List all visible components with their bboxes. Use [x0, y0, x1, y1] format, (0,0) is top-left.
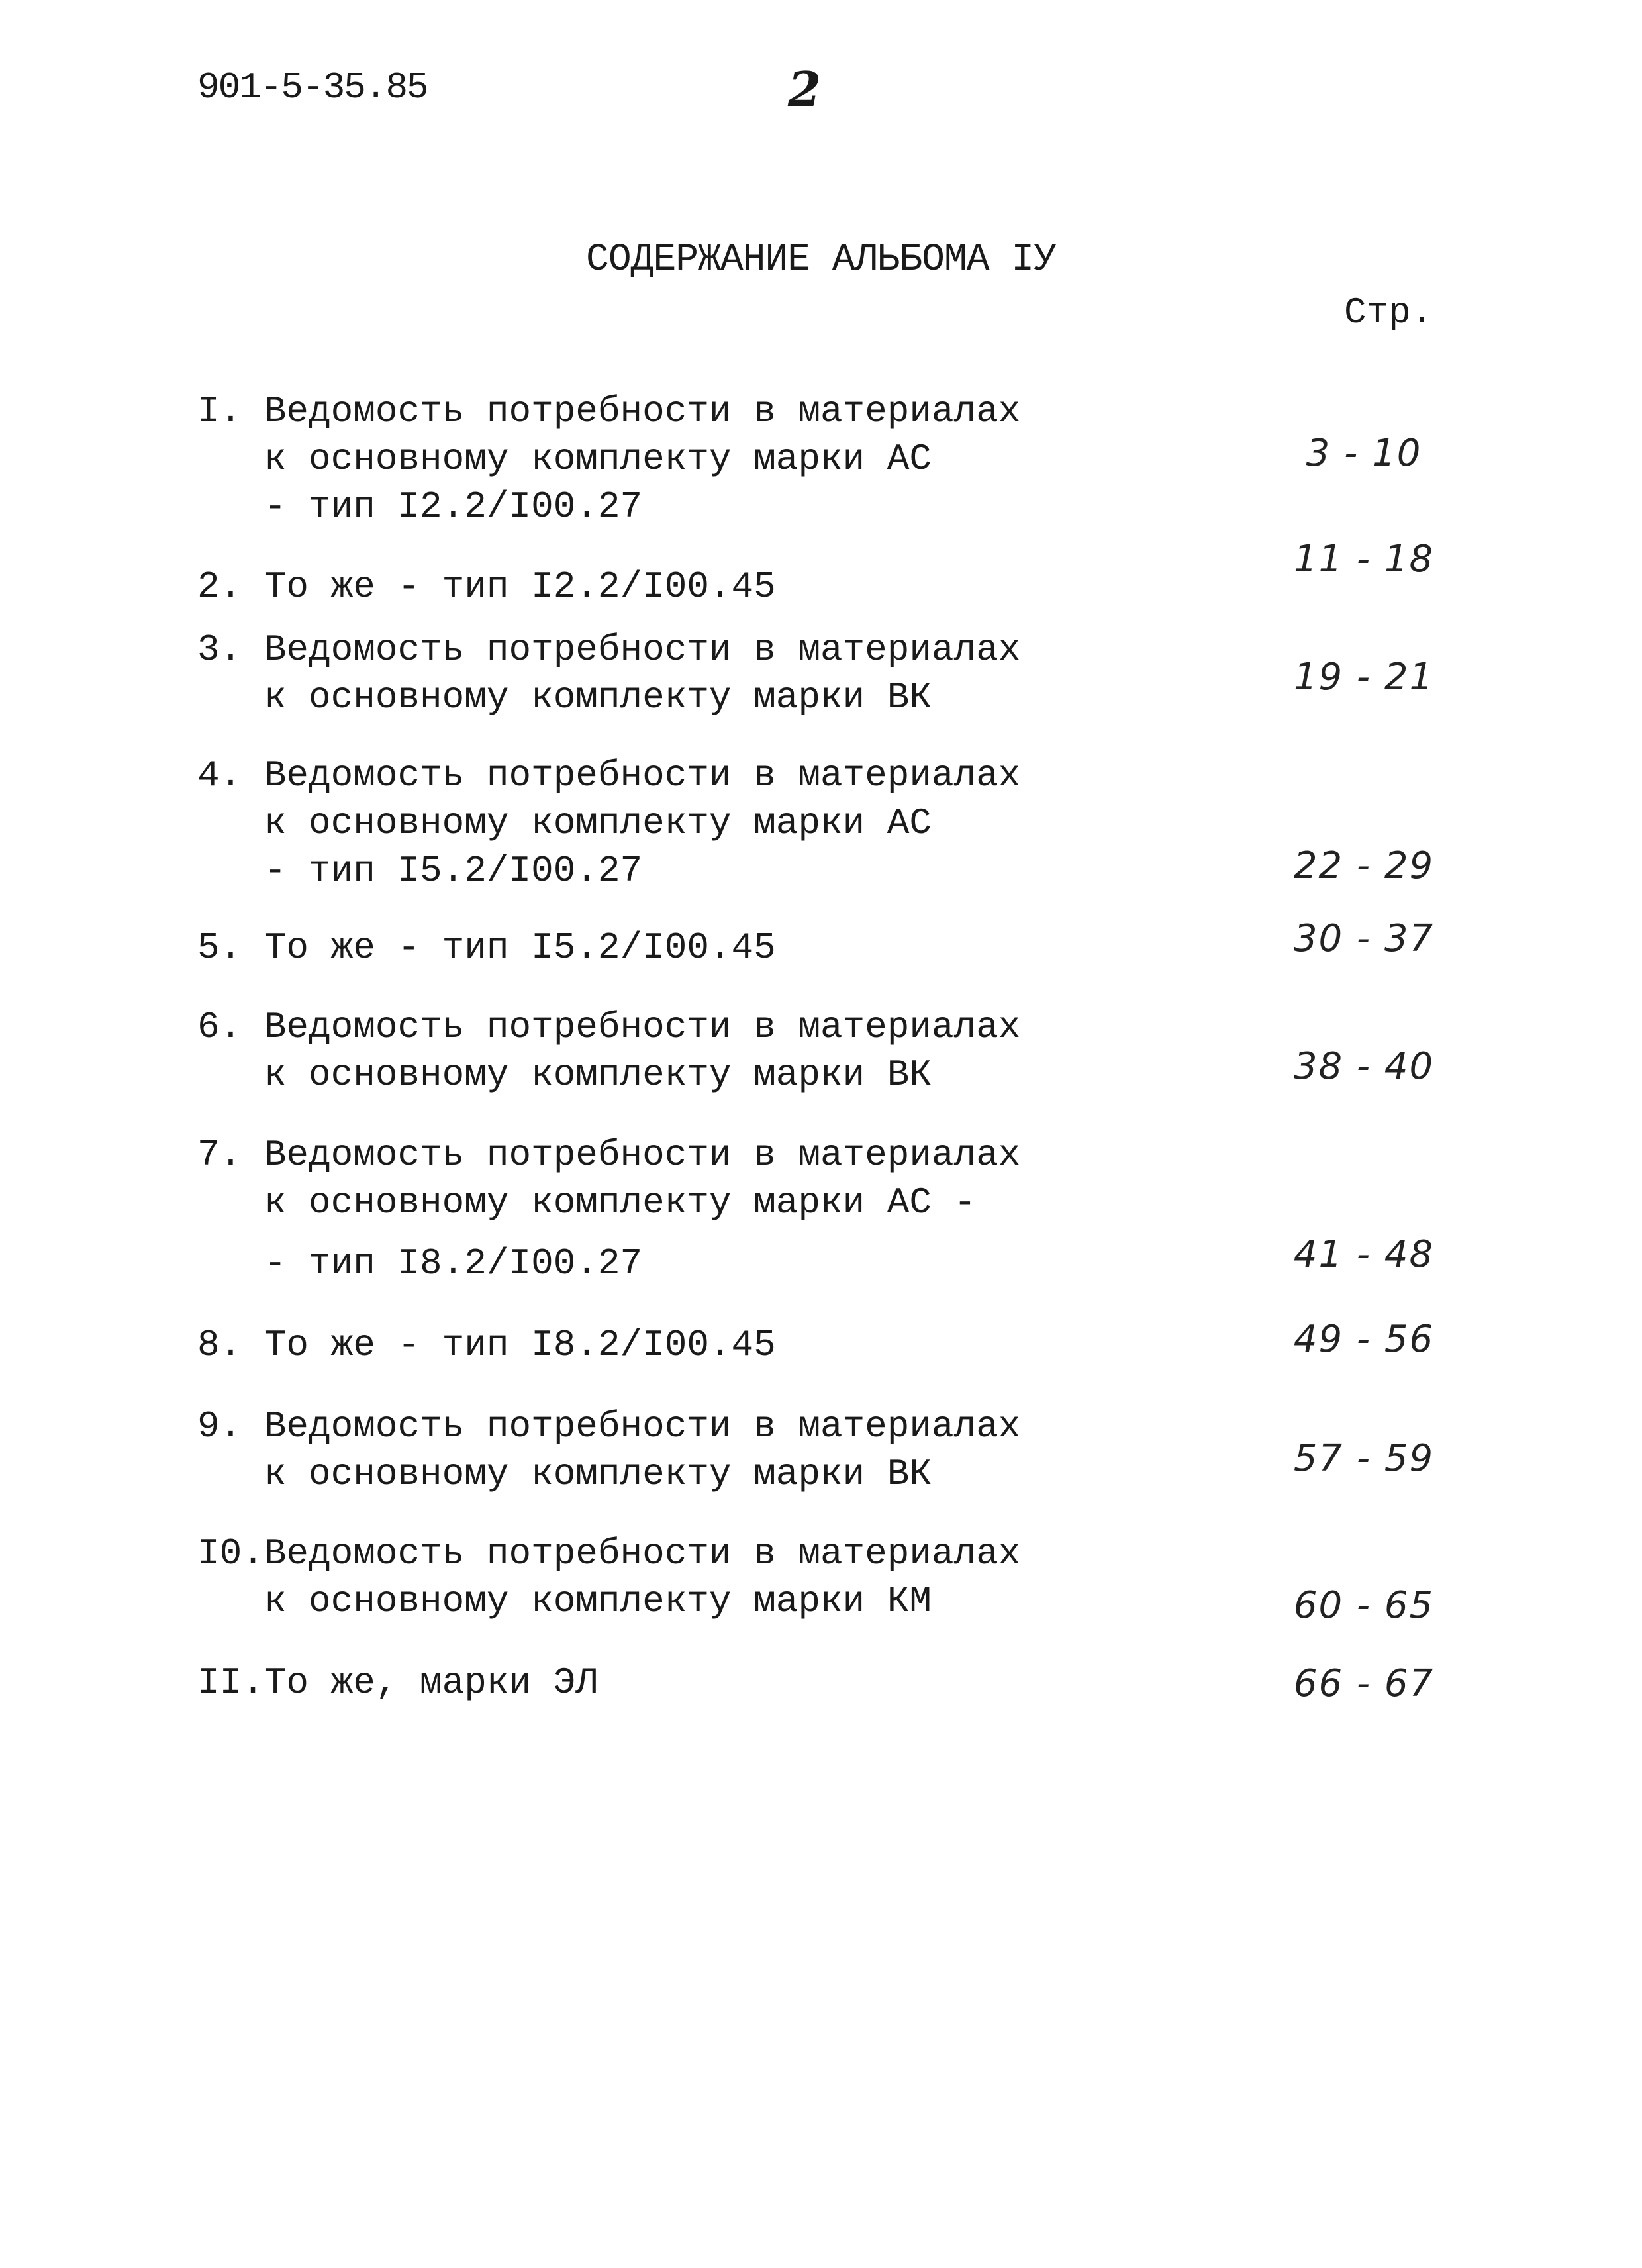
- entry-pages: 30 - 37: [1293, 917, 1435, 960]
- entry-line: к основному комплекту марки ВК: [197, 1054, 932, 1096]
- toc-entry: [197, 1530, 1021, 1625]
- toc-entry: [197, 752, 1021, 895]
- page-title: СОДЕРЖАНИЕ АЛЬБОМА IУ: [586, 238, 1056, 281]
- entry-pages: 66 - 67: [1293, 1662, 1435, 1705]
- entry-pages: 3 - 10: [1306, 432, 1422, 475]
- pages-column-label: Стр.: [1344, 291, 1433, 334]
- toc-entry: [197, 1321, 959, 1369]
- entry-pages: 19 - 21: [1293, 656, 1435, 699]
- toc-entry: [197, 387, 1021, 530]
- entry-line: к основному комплекту марки АС -: [197, 1181, 977, 1224]
- document-code: 901-5-35.85: [197, 66, 428, 109]
- entry-line: 2. То же - тип I2.2/I00.45: [197, 566, 776, 608]
- entry-pages: 60 - 65: [1293, 1584, 1435, 1627]
- entry-line: 7. Ведомость потребности в материалах: [197, 1134, 1021, 1176]
- entry-line: 6. Ведомость потребности в материалах: [197, 1006, 1021, 1048]
- entry-line: - тип I5.2/I00.27: [197, 850, 643, 892]
- toc-entry: [197, 1003, 1021, 1099]
- entry-pages: 38 - 40: [1293, 1045, 1435, 1088]
- entry-line: - тип I8.2/I00.27: [197, 1242, 643, 1285]
- toc-entry: [197, 1131, 1021, 1287]
- entry-line: II.То же, марки ЭЛ: [197, 1661, 598, 1704]
- toc-entry: [197, 563, 959, 611]
- page-number: 2: [788, 61, 822, 117]
- entry-line: к основному комплекту марки АС: [197, 802, 932, 844]
- entry-line: к основному комплекту марки ВК: [197, 1453, 932, 1495]
- entry-line: к основному комплекту марки КМ: [197, 1580, 932, 1622]
- entry-line: 8. То же - тип I8.2/I00.45: [197, 1324, 776, 1366]
- entry-line: 5. То же - тип I5.2/I00.45: [197, 926, 776, 969]
- entry-line: к основному комплекту марки АС: [197, 438, 932, 480]
- toc-entry: [197, 1659, 959, 1706]
- entry-line: - тип I2.2/I00.27: [197, 485, 643, 528]
- entry-line: 4. Ведомость потребности в материалах: [197, 754, 1021, 797]
- entry-line: 9. Ведомость потребности в материалах: [197, 1405, 1021, 1448]
- entry-line: I. Ведомость потребности в материалах: [197, 390, 1021, 432]
- entry-pages: 11 - 18: [1293, 538, 1435, 581]
- entry-line: I0.Ведомость потребности в материалах: [197, 1532, 1021, 1575]
- entry-pages: 41 - 48: [1293, 1233, 1435, 1276]
- entry-line: к основному комплекту марки ВК: [197, 676, 932, 718]
- toc-entry: [197, 626, 1021, 721]
- toc-entry: [197, 924, 959, 971]
- entry-pages: 22 - 29: [1293, 844, 1435, 887]
- entry-line: 3. Ведомость потребности в материалах: [197, 628, 1021, 671]
- entry-pages: 57 - 59: [1293, 1437, 1435, 1480]
- toc-entry: [197, 1403, 1021, 1498]
- entry-pages: 49 - 56: [1293, 1318, 1435, 1361]
